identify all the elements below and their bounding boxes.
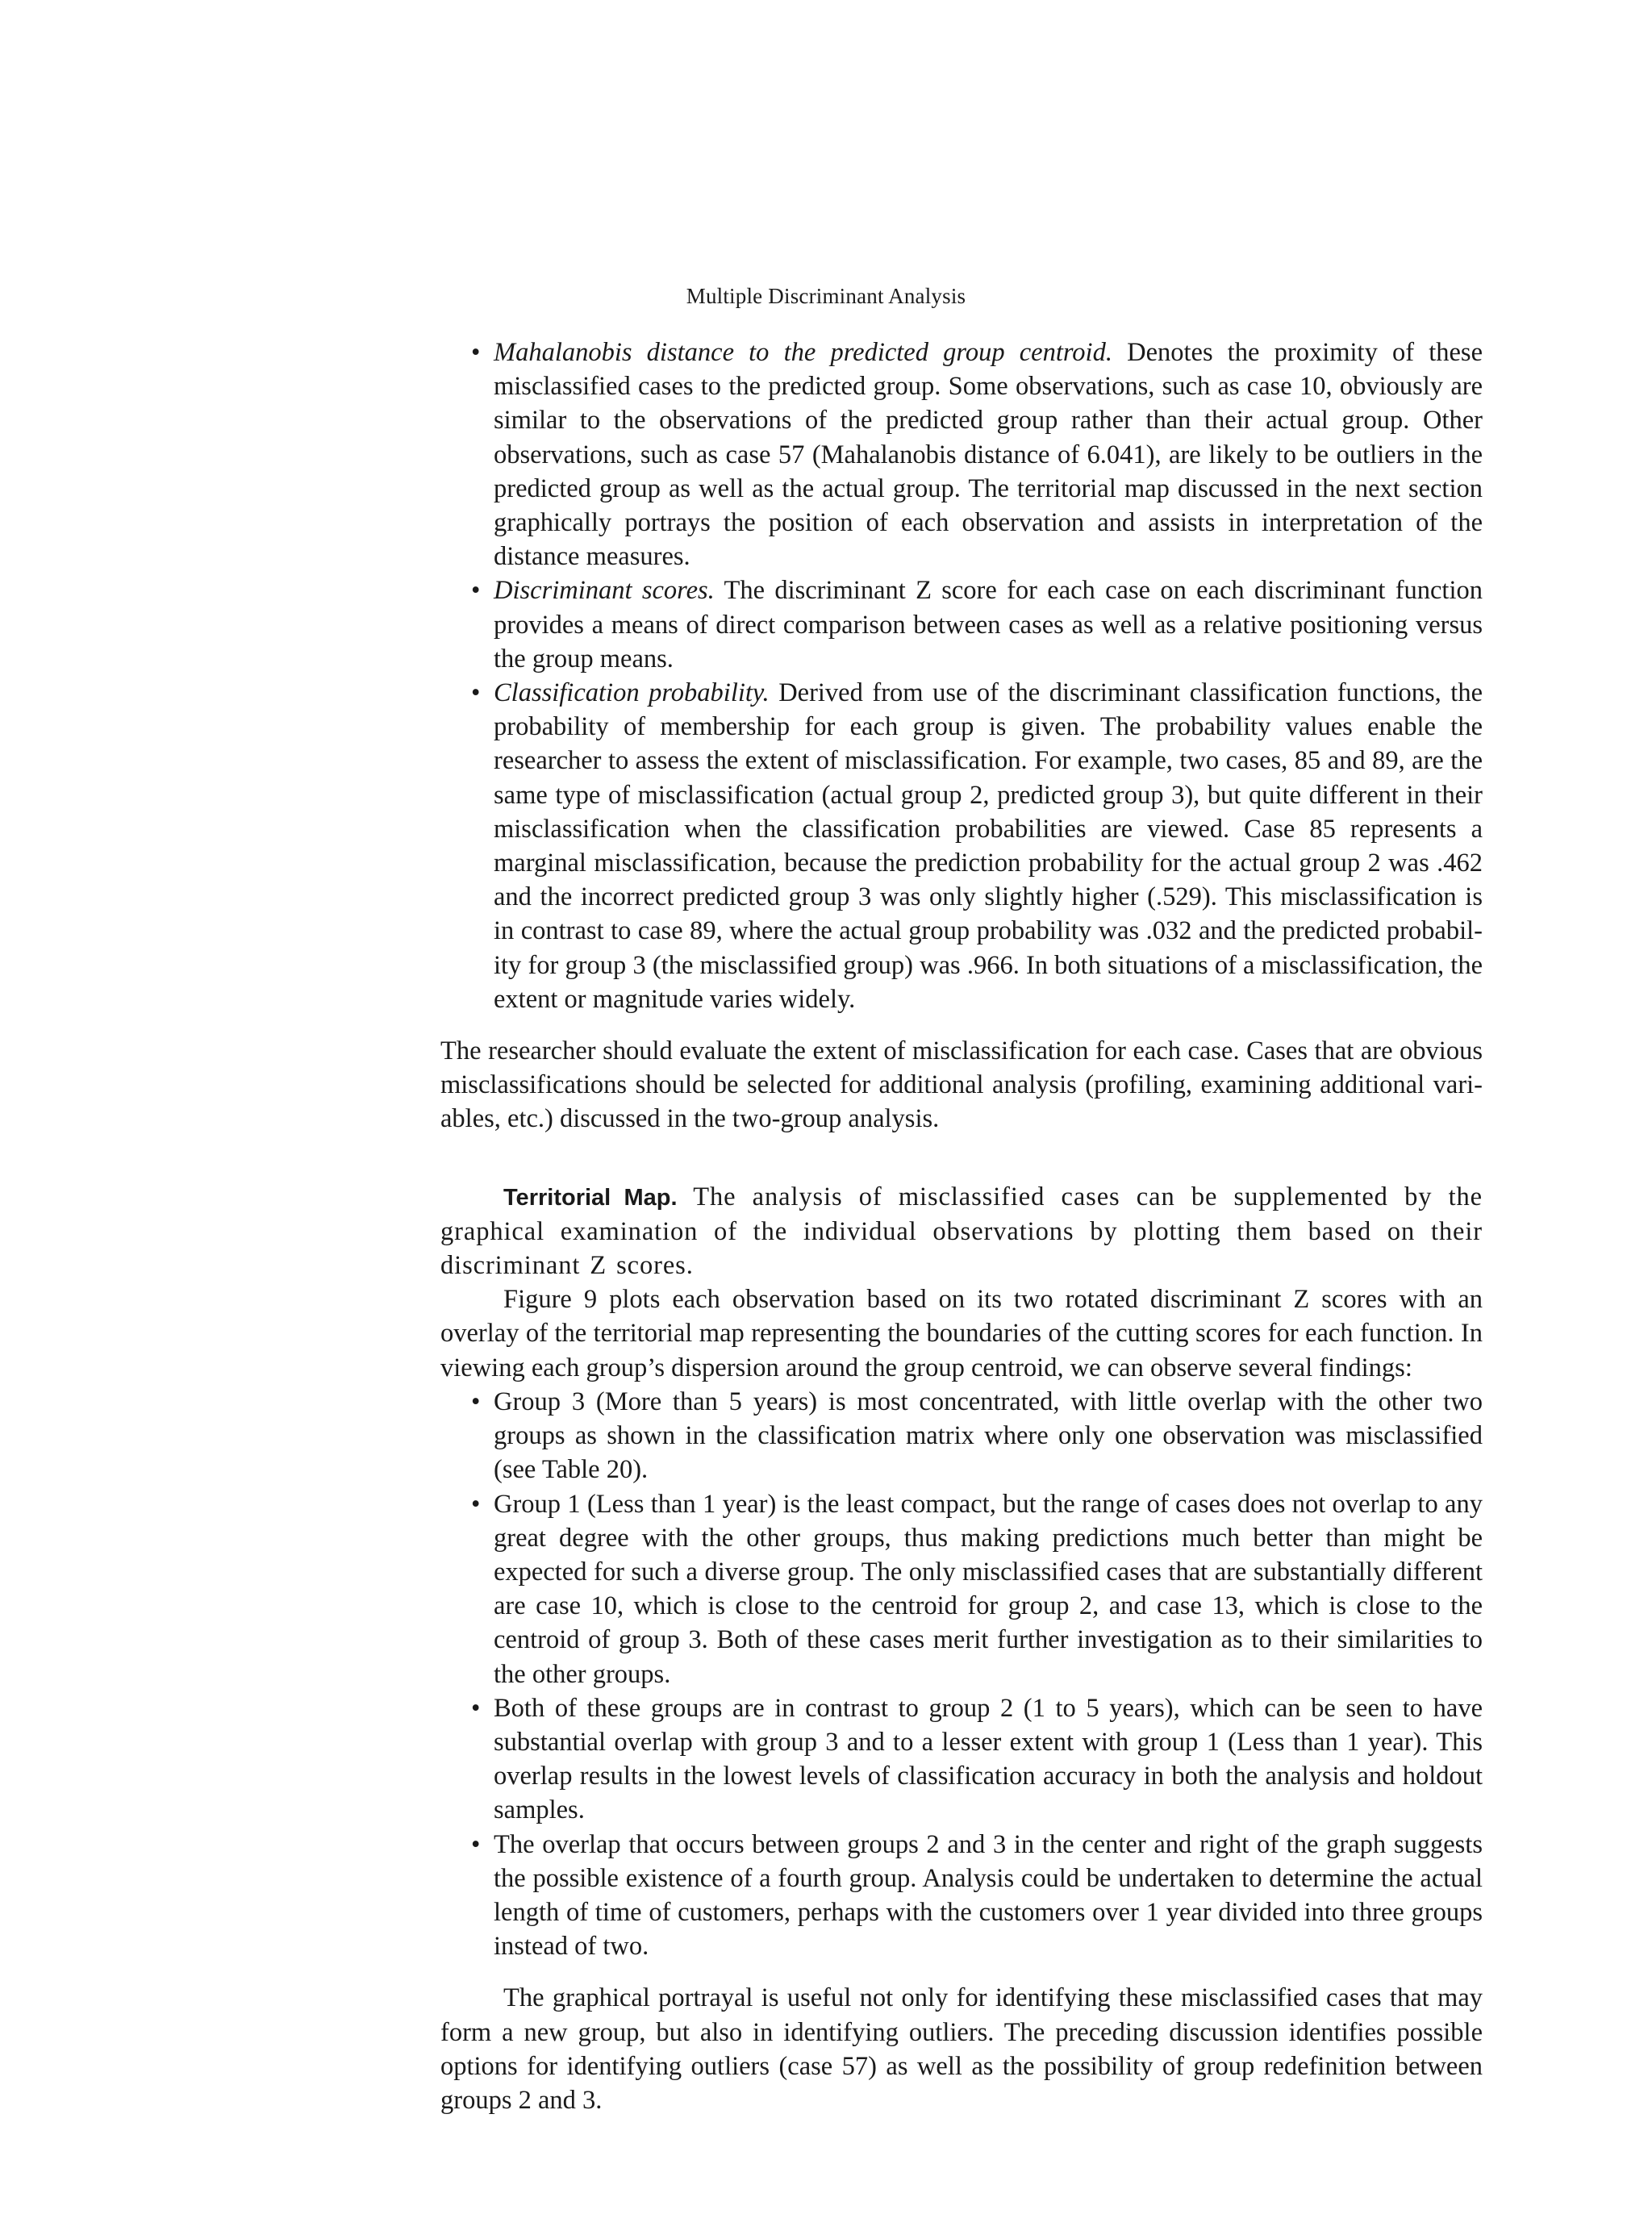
paragraph-researcher-evaluation: The researcher should evaluate the extent of misclassification for each case. Cases that are obvious misclassifications should be selected for additional analysis (profiling, examining additional variables, etc.) discussed in the two-group analysis. [440,1036,1483,1134]
bullet-body-text: Denotes the proximity of these misclassified cases to the predicted group. Some observations, such as case 10, obviously are similar to the observations of the predicted group rather than their actual group. Other observations, such as case 57 (Mahalanobis distance of 6.041), are likely to be outliers in the predicted group as well as the actual group. The territorial map discussed in the next section graphically portrays the position of each observation and assists in interpretation of the distance measures. [494,338,1483,572]
bullet-fourth-group-finding: • The overlap that occurs between groups 2 and 3 in the center and right of the graph suggests the possible existence of a fourth group. Analysis could be undertaken to determine the actual length of time of customers, perhaps with the customers over 1 year divided into three groups instead of two. [494,1828,1483,1964]
bullet-lead-term: Mahalanobis distance to the predicted group centroid. [494,338,1112,367]
territorial-intro-text: The analysis of misclassified cases can be supplemented by the graphical examination of the individual observations by plotting them based on their discriminant Z scores. [440,1182,1483,1281]
misclassification-criteria-list [440,336,1483,1016]
bullet-mahalanobis-distance [494,336,1483,573]
bullet-lead-term: Classification probability. [494,678,770,708]
page-body [440,336,1483,2117]
bullet-body-text: Derived from use of the discriminant classification functions, the probability of membership for each group is given. The probability values enable the researcher to assess the extent of misclassification. For example, two cases, 85 and 89, are the same type of misclassification (actual group 2, predicted group 3), but quite different in their misclassification when the classification probabilities are viewed. Case 85 represents a marginal misclassification, because the prediction probability for the actual group 2 was .462 and the incorrect predicted group 3 was only slightly higher (.529). This misclassification is in contrast to case 89, where the actual group probability was .032 and the predicted probability for group 3 (the misclassified group) was .966. In both situations of a misclassification, the extent or magnitude varies widely. [494,678,1483,1014]
section-heading-territorial-map: Territorial Map. [503,1184,678,1211]
bullet-group-3-finding: • Group 3 (More than 5 years) is most concentrated, with little overlap with the other two groups as shown in the classification matrix where only one observation was misclassified (see Table 20). [494,1385,1483,1487]
territorial-map-intro-paragraph [440,1180,1483,1283]
bullet-group-1-finding: • Group 1 (Less than 1 year) is the least compact, but the range of cases does not overlap to any great degree with the other groups, thus making predictions much better than might be expected for such a diverse group. The only misclassified cases that are substantially different are case 10, which is close to the centroid for group 2, and case 13, which is close to the centroid of group 3. Both of these cases merit further investigation as to their similarities to the other groups. [494,1487,1483,1691]
bullet-classification-probability [494,676,1483,1016]
bullet-discriminant-scores [494,573,1483,676]
territorial-map-section [440,1180,1483,1385]
group-findings-list [440,1385,1483,1963]
bullet-body-text: The discriminant Z score for each case on each discriminant function provides a means of direct comparison between cases as well as a relative positioning versus the group means. [494,576,1483,673]
bullet-group-2-finding: • Both of these groups are in contrast to group 2 (1 to 5 years), which can be seen to have substantial overlap with group 3 and to a lesser extent with group 1 (Less than 1 year). This overlap results in the lowest levels of classification accuracy in both the analysis and holdout samples. [494,1691,1483,1828]
running-header: Multiple Discriminant Analysis [686,284,966,308]
bullet-lead-term: Discriminant scores. [494,576,715,606]
figure-reference-paragraph: Figure 9 plots each observation based on its two rotated discriminant Z scores with an overlay of the territorial map representing the boundaries of the cutting scores for each function. In viewing each group’s dispersion around the group centroid, we can observe several findings: [440,1285,1483,1382]
paragraph-graphical-portrayal: The graphical portrayal is useful not only for identifying these misclassified cases that may form a new group, but also in identifying outliers. The preceding discussion identifies possible options for identifying outliers (case 57) as well as the possibility of group redefinition between groups 2 and 3. [440,1983,1483,2115]
